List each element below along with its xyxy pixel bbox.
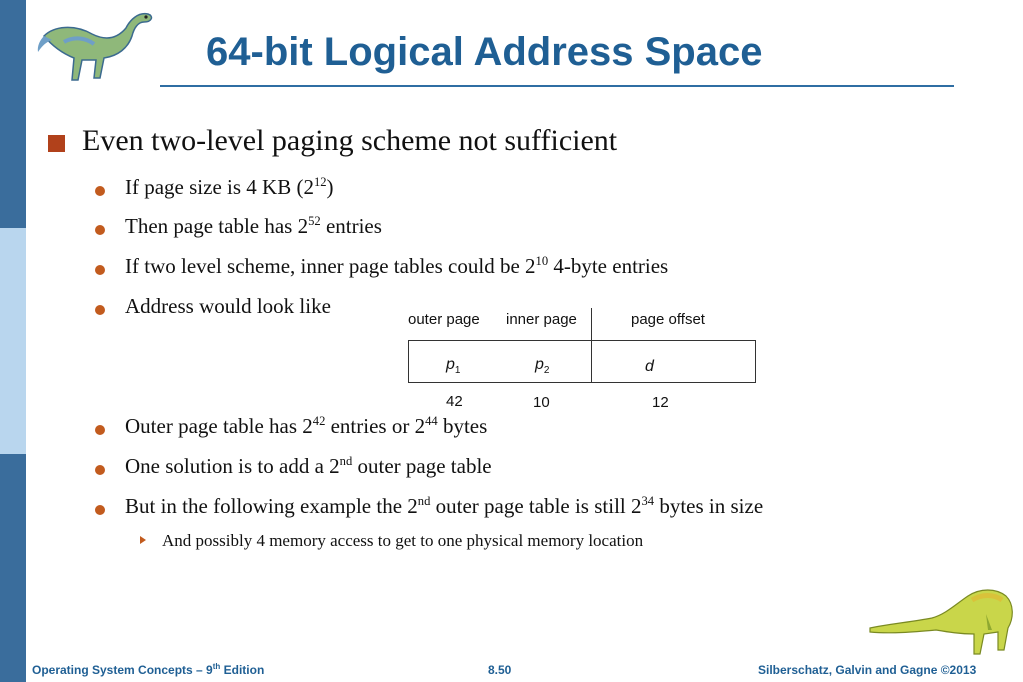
footer-copyright: Silberschatz, Galvin and Gagne ©2013 — [758, 663, 977, 677]
dinosaur-logo-icon — [34, 6, 156, 86]
triangle-bullet-icon — [140, 536, 146, 544]
title-underline — [160, 85, 954, 87]
sidebar-segment-dark-bottom — [0, 454, 26, 682]
diagram-divider-left — [408, 340, 409, 383]
dot-bullet-icon — [95, 186, 105, 196]
sidebar-segment-dark-top — [0, 0, 26, 228]
left-sidebar-bar — [0, 0, 26, 682]
diagram-label-page-offset: page offset — [631, 311, 705, 328]
footer-book-title: Operating System Concepts – 9th Edition — [32, 662, 265, 677]
field-d: d — [645, 358, 654, 375]
dot-bullet-icon — [95, 225, 105, 235]
footer-slide-number: 8.50 — [488, 663, 512, 677]
field-p2: $p_2$ — [535, 356, 550, 377]
dot-bullet-icon — [95, 465, 105, 475]
dot-bullet-icon — [95, 425, 105, 435]
dot-bullet-icon — [95, 265, 105, 275]
diagram-divider-offset — [591, 308, 592, 383]
dinosaur-footer-logo-icon — [868, 584, 1016, 658]
dot-bullet-icon — [95, 305, 105, 315]
field-p1: $p_1$ — [446, 356, 461, 377]
bits-offset: 12 — [652, 394, 669, 411]
square-bullet-icon — [48, 135, 65, 152]
bullet-main-text: Even two-level paging scheme not sufficient — [82, 124, 618, 157]
diagram-label-outer-page: outer page — [408, 311, 480, 328]
slide-title: 64-bit Logical Address Space — [206, 30, 763, 74]
bits-inner: 10 — [533, 394, 550, 411]
dot-bullet-icon — [95, 505, 105, 515]
bits-outer: 42 — [446, 393, 463, 410]
diagram-label-inner-page: inner page — [506, 311, 577, 328]
sidebar-segment-light — [0, 228, 26, 454]
